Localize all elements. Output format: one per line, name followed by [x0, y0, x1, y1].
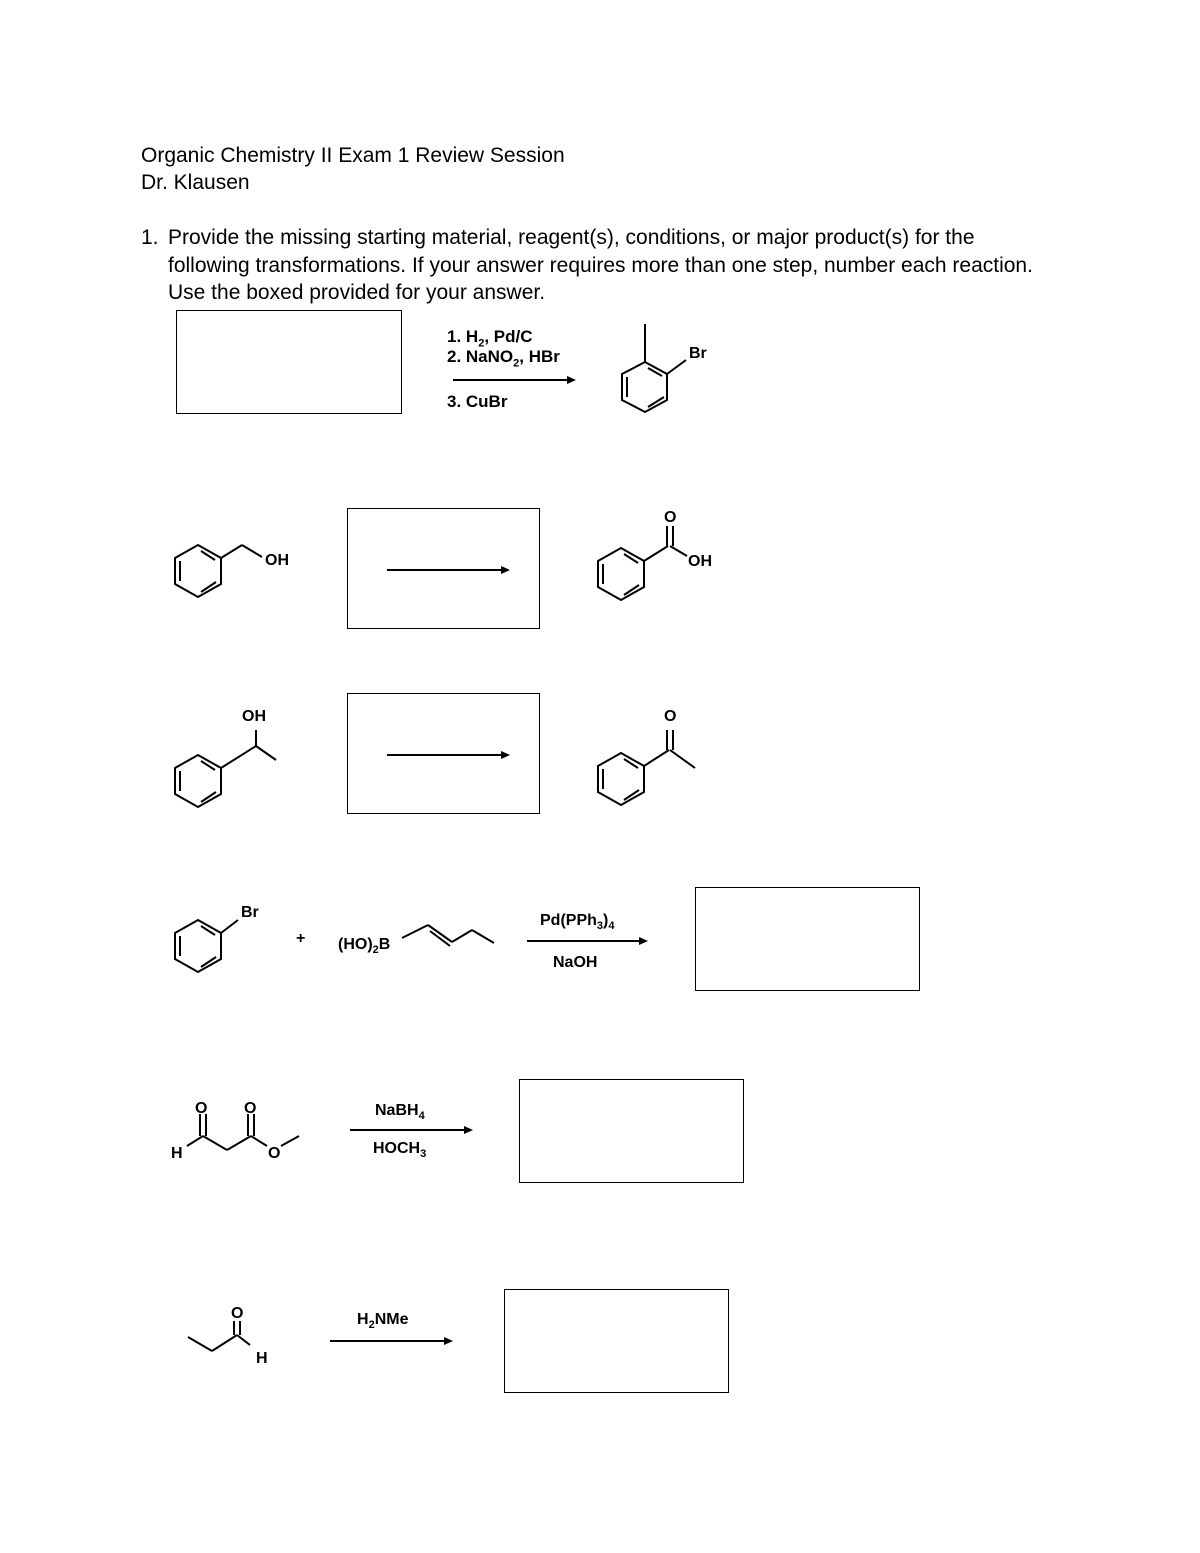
label-boronic-acid: $(HO)_2B$ [338, 936, 391, 957]
question-text: Provide the missing starting material, reagent(s), conditions, or major product(s) for the following transformations. If your answer requires more than one step, number each reaction. Use the boxed provided for your answer. [168, 226, 1033, 304]
label-br-1: Br [689, 345, 707, 362]
starting-material-1-phenylethanol [160, 720, 290, 810]
starting-material-ketoester [165, 1100, 315, 1170]
label-o-5b: O [244, 1100, 257, 1117]
label-oh-2a: OH [265, 552, 289, 569]
crotyl-boronic-acid-chain [390, 910, 510, 960]
label-o-5c: O [268, 1145, 281, 1162]
reagent-step-2: 2. NaNO$_2$, HBr [447, 347, 560, 370]
instructor-name: Dr. Klausen [141, 171, 250, 194]
label-h-5: H [171, 1145, 183, 1162]
reagent-step-3: 3. CuBr [447, 392, 508, 411]
solvent-methanol: $HOCH_3$ [373, 1140, 427, 1161]
starting-material-benzyl-alcohol [160, 530, 290, 620]
label-oh-2b: OH [688, 553, 712, 570]
page-title: Organic Chemistry II Exam 1 Review Session [141, 144, 565, 167]
label-o-6: O [231, 1305, 244, 1322]
catalyst-label: $Pd(PPh_3)_4$ [540, 912, 615, 933]
reagent-methylamine: $H_2NMe$ [357, 1311, 409, 1332]
reagent-nabh4: NaBH$_4$ [375, 1102, 425, 1123]
reaction-arrow-4 [527, 940, 645, 942]
label-br-4: Br [241, 904, 259, 921]
product-acetophenone [583, 710, 713, 810]
label-o-3: O [664, 708, 677, 725]
reaction-arrow-1 [453, 379, 573, 381]
product-1-2-bromotoluene [600, 318, 720, 418]
reaction-arrow-5 [350, 1129, 470, 1131]
base-label: NaOH [553, 954, 598, 971]
label-o-2b: O [664, 509, 677, 526]
label-o-5a: O [195, 1100, 208, 1117]
answer-box-1[interactable] [176, 310, 402, 414]
answer-box-4[interactable] [695, 887, 920, 991]
answer-box-6[interactable] [504, 1289, 729, 1393]
question-1 [141, 224, 1041, 307]
reaction-arrow-3 [387, 754, 507, 756]
question-number: 1. [141, 226, 159, 249]
starting-material-bromobenzene [160, 900, 290, 990]
answer-box-5[interactable] [519, 1079, 744, 1183]
reaction-arrow-2 [387, 569, 507, 571]
label-h-6: H [256, 1350, 268, 1367]
plus-sign: + [296, 930, 306, 947]
label-oh-3: OH [242, 708, 266, 725]
reagent-step-1: 1. $H_2$, Pd/C [447, 327, 533, 350]
reaction-arrow-6 [330, 1340, 450, 1342]
